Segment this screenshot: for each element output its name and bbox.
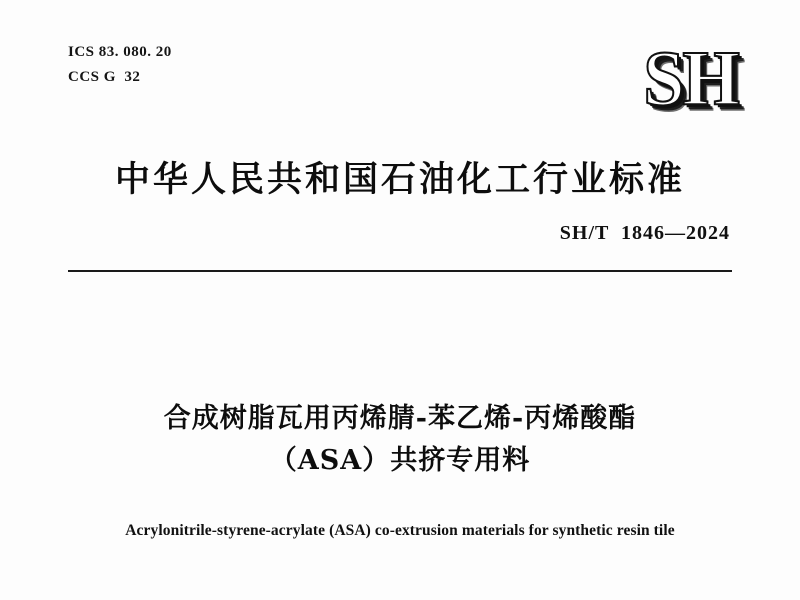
subject-title-en: Acrylonitrile-styrene-acrylate (ASA) co-extrusion materials for synthetic resin tile	[125, 522, 675, 539]
page-title: 中华人民共和国石油化工行业标准	[114, 159, 685, 200]
ccs-code: CCS G 32	[68, 68, 141, 85]
subject-title-cn	[60, 398, 740, 482]
subject-title-cn-line1: 合成树脂瓦用丙烯腈-苯乙烯-丙烯酸酯	[163, 403, 637, 434]
sh-emblem: SH	[643, 35, 738, 123]
subject-title-cn-line2: （ASA）共挤专用料	[269, 444, 531, 476]
ics-code: ICS 83. 080. 20	[68, 44, 172, 60]
horizontal-divider	[68, 270, 732, 272]
classification-block	[68, 40, 172, 90]
standard-number: SH/T 1846—2024	[559, 222, 730, 244]
